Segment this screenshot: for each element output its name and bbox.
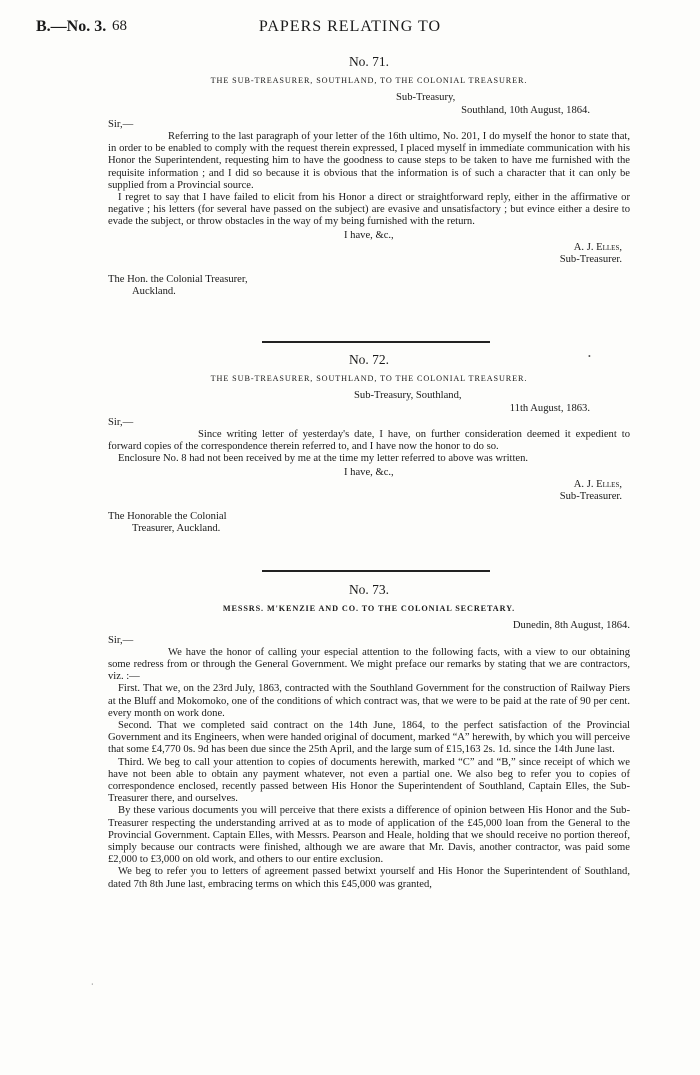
- signature-name: A. J. Elles,: [573, 241, 622, 253]
- paragraph: By these various documents you will perceive that there exists a difference of opinion between His Honor and the Sub-Treasurer respecting the understanding arrived at as to mode of application of the £45,000 loan from the General to the Provincial Government. Captain Elles, with Messrs. Pearson and Heale, holding that we should receive no portion thereof, simply because our contracts were finished, although we are aware that Mr. Davis, another contractor, was paid some £2,000 to £3,000 on old work, and others to our entire exclusion.: [108, 805, 630, 866]
- letter-caption: MESSRS. M'KENZIE AND CO. TO THE COLONIAL SECRETARY.: [222, 604, 516, 614]
- paragraph: Enclosure No. 8 had not been received by me at the time my letter referred to above was written.: [118, 453, 529, 465]
- signature-title: Sub-Treasurer.: [559, 491, 622, 503]
- signature: [108, 479, 622, 491]
- section-divider: [262, 570, 490, 572]
- paragraph: I regret to say that I have failed to elicit from his Honor a direct or straightforward reply, either in the affirmative or negative ; his letters (for several have passed on the subject) are evasive and unsatisfactory ; but evince either a desire to evade the subject, or throw obstacles in the way of my being furnished with the return.: [108, 192, 630, 228]
- page-number: 68: [112, 18, 127, 34]
- paragraph: First. That we, on the 23rd July, 1863, contracted with the Southland Government for the construction of Railway Piers at the Bluff and Mokomoko, one of the conditions of which contract was, that we were to be paid at the rate of 90 per cent. every month on work done.: [108, 683, 630, 719]
- signature-title: Sub-Treasurer.: [559, 254, 622, 266]
- letter-73: [108, 584, 630, 891]
- closing: I have, &c.,: [344, 229, 394, 241]
- letter-place: Sub-Treasury,: [396, 92, 456, 104]
- salutation: Sir,—: [108, 416, 134, 428]
- paragraph: We beg to refer you to letters of agreement passed betwixt yourself and His Honor the Superintendent of Southland, dated 7th 8th June last, embracing terms on which this £45,000 was granted,: [108, 866, 630, 890]
- letter-number: No. 72.: [348, 352, 390, 367]
- addressee-line: Auckland.: [132, 286, 176, 298]
- letter-71: [108, 56, 630, 299]
- letter-number: No. 73.: [348, 582, 390, 597]
- letter-date: 11th August, 1863.: [509, 402, 590, 414]
- signature-name: A. J. Elles,: [573, 478, 622, 490]
- addressee-line: Treasurer, Auckland.: [132, 523, 221, 535]
- page-header: [36, 18, 664, 40]
- paragraph: Second. That we completed said contract on the 14th June, 1864, to the perfect satisfaction of the Provincial Government and its Engineers, when were handed original of document, marked “A” herewith, by which you will perceive that some £4,770 0s. 9d has been due since the 25th April, and the large sum of £15,163 2s. 1d. since the 14th June last.: [108, 720, 630, 756]
- salutation: Sir,—: [108, 118, 134, 130]
- paragraph: Third. We beg to call your attention to copies of documents herewith, marked “C” and “B,” since receipt of which we have not been able to obtain any payment whatever, not even a partial one. We also beg to refer you to copies of correspondence enclosed, recently passed between His Honor the Superintendent of Southland, Captain Elles, the Sub-Treasurer there, and ourselves.: [108, 756, 630, 805]
- addressee-line: The Honorable the Colonial: [108, 511, 227, 523]
- letter-date: Southland, 10th August, 1864.: [461, 104, 590, 116]
- paragraph: Referring to the last paragraph of your letter of the 16th ultimo, No. 201, I do myself the honor to state that, in order to be enabled to comply with the request therein expressed, I placed myself in immediate communication with his Honor the Superintendent, requesting him to have the goodness to cause steps to be taken to have me furnished with the requisite information ; and I did so because it is obvious that the information is of such a character that it can only be supplied from a Provincial source.: [108, 131, 630, 191]
- section-divider: [262, 341, 490, 343]
- ink-speck: ‧: [91, 980, 94, 989]
- letter-place: Sub-Treasury, Southland,: [354, 390, 462, 402]
- paragraph: Since writing letter of yesterday's date, I have, on further consideration deemed it expedient to forward copies of the correspondence therein referred to, and I have now the honor to do so.: [108, 429, 630, 453]
- letter-caption: THE SUB-TREASURER, SOUTHLAND, TO THE COLONIAL TREASURER.: [210, 76, 528, 86]
- letter-date: Dunedin, 8th August, 1864.: [512, 620, 630, 632]
- closing: I have, &c.,: [344, 466, 394, 478]
- header-title: PAPERS RELATING TO: [258, 18, 442, 35]
- addressee-line: The Hon. the Colonial Treasurer,: [108, 274, 248, 286]
- signature: [108, 242, 622, 254]
- header-reference: B.—No. 3.: [36, 18, 107, 35]
- ink-speck: •: [588, 352, 591, 361]
- paragraph: We have the honor of calling your especial attention to the following facts, with a view to our obtaining some redress from or through the General Government. We might preface our remarks by stating that we are contractors, viz. :—: [108, 646, 630, 683]
- letter-number: No. 71.: [348, 54, 390, 69]
- letter-caption: THE SUB-TREASURER, SOUTHLAND, TO THE COLONIAL TREASURER.: [210, 374, 528, 384]
- salutation: Sir,—: [108, 634, 134, 646]
- letter-72: [108, 354, 630, 536]
